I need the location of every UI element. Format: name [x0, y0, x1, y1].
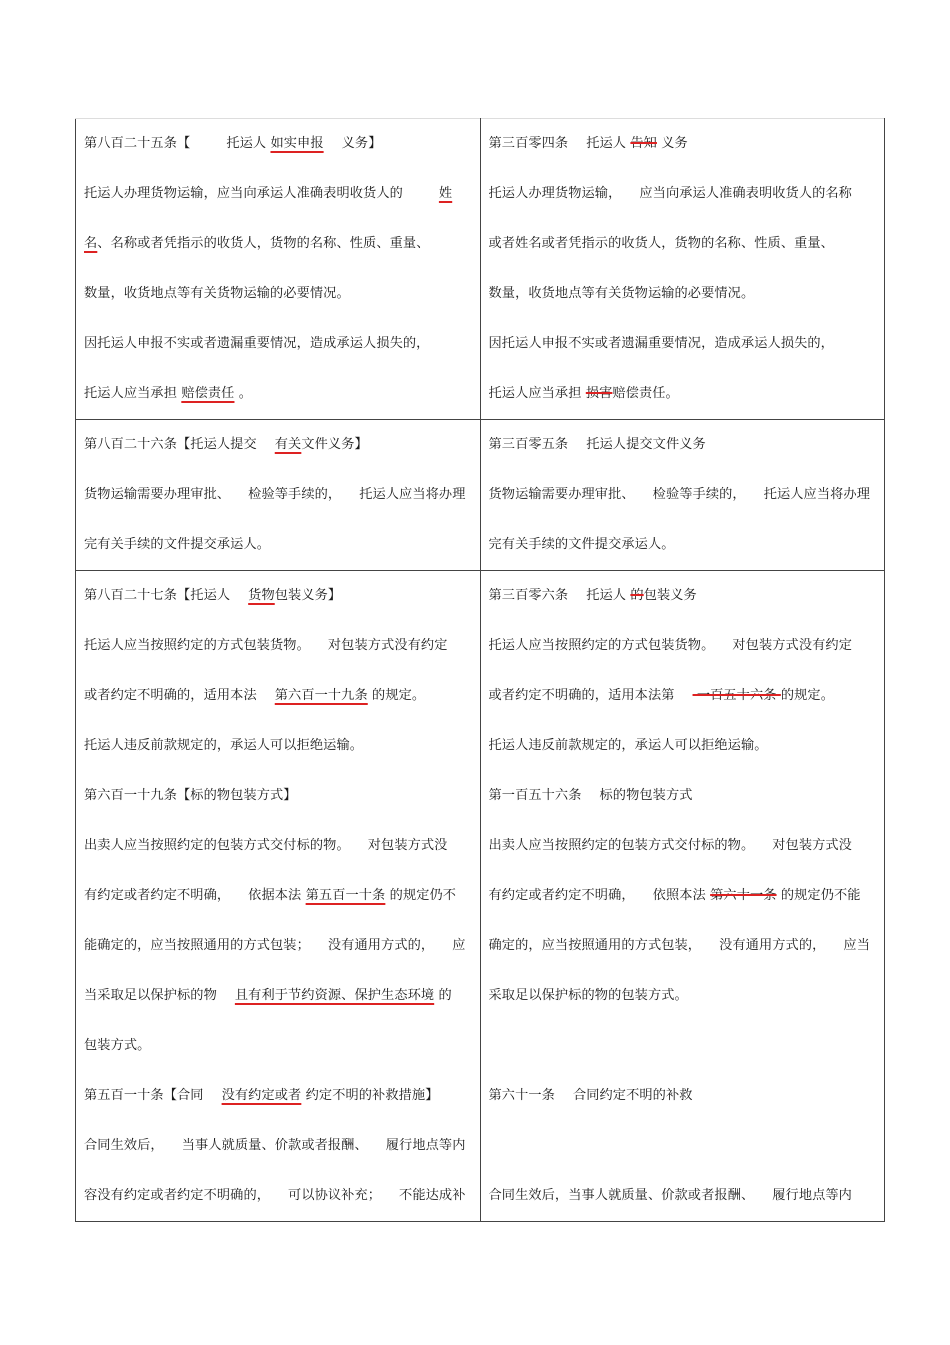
text-run: 不能达成补	[399, 1188, 466, 1203]
text-run: 或者约定不明确的，适用本法第	[488, 688, 675, 703]
text-run: 的规定仍不能	[776, 888, 861, 903]
text-line	[489, 169, 877, 219]
text-run: 第八百二十六条【托运人提交	[84, 437, 257, 452]
text-line	[489, 420, 877, 470]
text-line	[489, 671, 877, 721]
text-run: 第三百零六条	[488, 588, 569, 603]
text-line	[84, 871, 472, 921]
underlined-text: 名	[84, 236, 98, 251]
text-run: 采取足以保护标的物的包装方式。	[488, 988, 688, 1003]
text-run: 对包装方式没有约定	[732, 638, 852, 653]
text-run: 对包装方式没有约定	[327, 638, 448, 653]
text-line	[489, 871, 877, 921]
text-run: 托运人	[226, 136, 271, 151]
text-run: 包装方式。	[84, 1038, 151, 1053]
comparison-table	[75, 118, 885, 1222]
text-line	[489, 571, 877, 621]
text-run: 对包装方式没	[367, 838, 448, 853]
text-line	[84, 219, 472, 269]
text-run: 合同生效后，当事人就质量、价款或者报酬、	[488, 1188, 755, 1203]
struck-text: 一百五十六条	[692, 688, 781, 703]
text-line	[84, 420, 472, 470]
text-run: 托运人	[586, 136, 631, 151]
text-run: 能确定的，应当按照通用的方式包装；	[84, 938, 310, 953]
underlined-text: 第六百一十九条	[274, 688, 368, 703]
text-run: 完有关手续的文件提交承运人。	[84, 537, 271, 552]
cell-row1-right	[480, 119, 885, 420]
text-line	[84, 721, 472, 771]
text-run: 第六十一条	[488, 1088, 555, 1103]
text-run: 应	[452, 938, 466, 953]
text-run: 第八百二十七条【托运人	[84, 588, 231, 603]
text-run: 货物运输需要办理审批、	[488, 487, 635, 502]
text-run: 的规定。	[367, 688, 426, 703]
text-run: 托运人提交文件义务	[586, 437, 706, 452]
text-line	[489, 1071, 877, 1121]
text-run: 检验等手续的，	[652, 487, 746, 502]
text-run: 的规定。	[780, 688, 834, 703]
text-run: 托运人办理货物运输，	[488, 186, 622, 201]
text-run: 因托运人申报不实或者遗漏重要情况，造成承运人损失的，	[488, 336, 834, 351]
text-line	[489, 520, 877, 570]
text-run: 检验等手续的，	[248, 487, 342, 502]
text-run: 依照本法	[652, 888, 711, 903]
text-line	[84, 1121, 472, 1171]
text-run: 。	[234, 386, 253, 401]
text-line	[84, 1021, 472, 1071]
struck-text: 第六十一条	[710, 888, 777, 903]
text-run: 托运人应当按照约定的方式包装货物。	[84, 638, 310, 653]
text-line	[489, 470, 877, 520]
text-line	[84, 319, 472, 369]
text-run: 托运人应当承担	[488, 386, 586, 401]
text-run: 第一百五十六条	[488, 788, 582, 803]
text-run: 确定的，应当按照通用的方式包装，	[488, 938, 702, 953]
text-run: 第八百二十五条【	[84, 136, 191, 151]
struck-text: 的	[630, 588, 644, 603]
text-line	[489, 119, 877, 169]
text-run: 对包装方式没	[772, 838, 852, 853]
text-run: 当事人就质量、价款或者报酬、	[181, 1138, 368, 1153]
underlined-text: 有关	[274, 437, 302, 452]
text-line	[489, 219, 877, 269]
text-run: 出卖人应当按照约定的包装方式交付标的物。	[84, 838, 350, 853]
text-run: 托运人应当将办理	[763, 487, 870, 502]
text-run: 有约定或者约定不明确，	[488, 888, 635, 903]
text-run: 依据本法	[248, 888, 306, 903]
text-line	[489, 771, 877, 821]
text-line	[489, 1171, 877, 1221]
text-run: 容没有约定或者约定不明确的，	[84, 1188, 271, 1203]
text-run: 当采取足以保护标的物	[84, 988, 217, 1003]
text-run: 的规定仍不	[385, 888, 457, 903]
text-run: 义务】	[341, 136, 382, 151]
text-run: 赔偿责任。	[612, 386, 679, 401]
text-line	[489, 1021, 877, 1071]
text-run: 没有通用方式的，	[719, 938, 826, 953]
table-row	[76, 420, 885, 571]
text-line	[84, 1171, 472, 1221]
text-run: 的	[434, 988, 452, 1003]
cell-row2-left	[76, 420, 481, 571]
text-line	[84, 470, 472, 520]
text-line	[489, 621, 877, 671]
text-run: 因托运人申报不实或者遗漏重要情况，造成承运人损失的，	[84, 336, 430, 351]
table-row	[76, 571, 885, 1222]
text-run: 托运人应当按照约定的方式包装货物。	[488, 638, 715, 653]
text-line	[489, 721, 877, 771]
text-line	[84, 621, 472, 671]
text-line	[489, 369, 877, 419]
text-run: 有约定或者约定不明确，	[84, 888, 231, 903]
text-run: 第五百一十条【合同	[84, 1088, 204, 1103]
cell-row2-right	[480, 420, 885, 571]
text-line	[84, 169, 472, 219]
text-line	[84, 369, 472, 419]
text-run: 、名称或者凭指示的收货人，货物的名称、性质、重量、	[97, 236, 430, 251]
struck-text: 告知	[630, 136, 657, 151]
text-run: 约定不明的补救措施】	[301, 1088, 439, 1103]
text-line	[84, 821, 472, 871]
text-line	[489, 821, 877, 871]
text-run: 数量，收货地点等有关货物运输的必要情况。	[84, 286, 350, 301]
text-run: 履行地点等内	[385, 1138, 466, 1153]
underlined-text: 赔偿责任	[181, 386, 235, 401]
document-page	[75, 118, 885, 1222]
text-run: 应当	[843, 938, 870, 953]
text-run: 可以协议补充；	[288, 1188, 382, 1203]
text-run: 第六百一十九条【标的物包装方式】	[84, 788, 297, 803]
cell-row1-left	[76, 119, 481, 420]
text-run: 完有关手续的文件提交承运人。	[488, 537, 675, 552]
text-run: 托运人应当承担	[84, 386, 182, 401]
struck-text: 损害	[585, 386, 613, 401]
text-run: 文件义务】	[301, 437, 368, 452]
text-run: 出卖人应当按照约定的包装方式交付标的物。	[488, 838, 755, 853]
text-line	[84, 571, 472, 621]
underlined-text: 如实申报	[270, 136, 324, 151]
text-run: 合同约定不明的补救	[572, 1088, 693, 1103]
underlined-text: 第五百一十条	[305, 888, 386, 903]
text-run: 包装义务	[643, 588, 697, 603]
text-run: 托运人应当将办理	[359, 487, 466, 502]
text-line	[84, 921, 472, 971]
text-line	[84, 520, 472, 570]
text-run: 托运人	[586, 588, 631, 603]
text-run: 托运人办理货物运输，应当向承运人准确表明收货人的	[84, 186, 403, 201]
text-run: 货物运输需要办理审批、	[84, 487, 231, 502]
underlined-text: 没有约定或者	[221, 1088, 302, 1103]
text-run: 或者约定不明确的，适用本法	[84, 688, 257, 703]
text-line	[84, 671, 472, 721]
table-row	[76, 119, 885, 420]
text-run: 没有通用方式的，	[327, 938, 435, 953]
text-line	[489, 921, 877, 971]
text-line	[84, 1071, 472, 1121]
text-line	[84, 269, 472, 319]
text-run: 数量，收货地点等有关货物运输的必要情况。	[488, 286, 755, 301]
text-line	[489, 971, 877, 1021]
underlined-text: 且有利于节约资源、保护生态环境	[234, 988, 435, 1003]
cell-row3-left	[76, 571, 481, 1222]
text-line	[84, 971, 472, 1021]
text-line	[84, 119, 472, 169]
text-run: 合同生效后，	[84, 1138, 164, 1153]
underlined-text: 货物	[248, 588, 275, 603]
text-run: 第三百零五条	[488, 437, 569, 452]
text-line	[84, 771, 472, 821]
text-line	[489, 269, 877, 319]
text-run: 标的物包装方式	[599, 788, 693, 803]
text-run: 履行地点等内	[772, 1188, 852, 1203]
text-line	[489, 319, 877, 369]
text-line	[489, 1121, 877, 1171]
cell-row3-right	[480, 571, 885, 1222]
underlined-text: 姓	[438, 186, 453, 201]
text-run: 托运人违反前款规定的，承运人可以拒绝运输。	[488, 738, 768, 753]
text-run: 包装义务】	[274, 588, 342, 603]
text-run: 托运人违反前款规定的，承运人可以拒绝运输。	[84, 738, 364, 753]
text-run: 第三百零四条	[488, 136, 569, 151]
text-run: 义务	[656, 136, 688, 151]
text-run: 应当向承运人准确表明收货人的名称	[639, 186, 852, 201]
text-run: 或者姓名或者凭指示的收货人，货物的名称、性质、重量、	[488, 236, 834, 251]
